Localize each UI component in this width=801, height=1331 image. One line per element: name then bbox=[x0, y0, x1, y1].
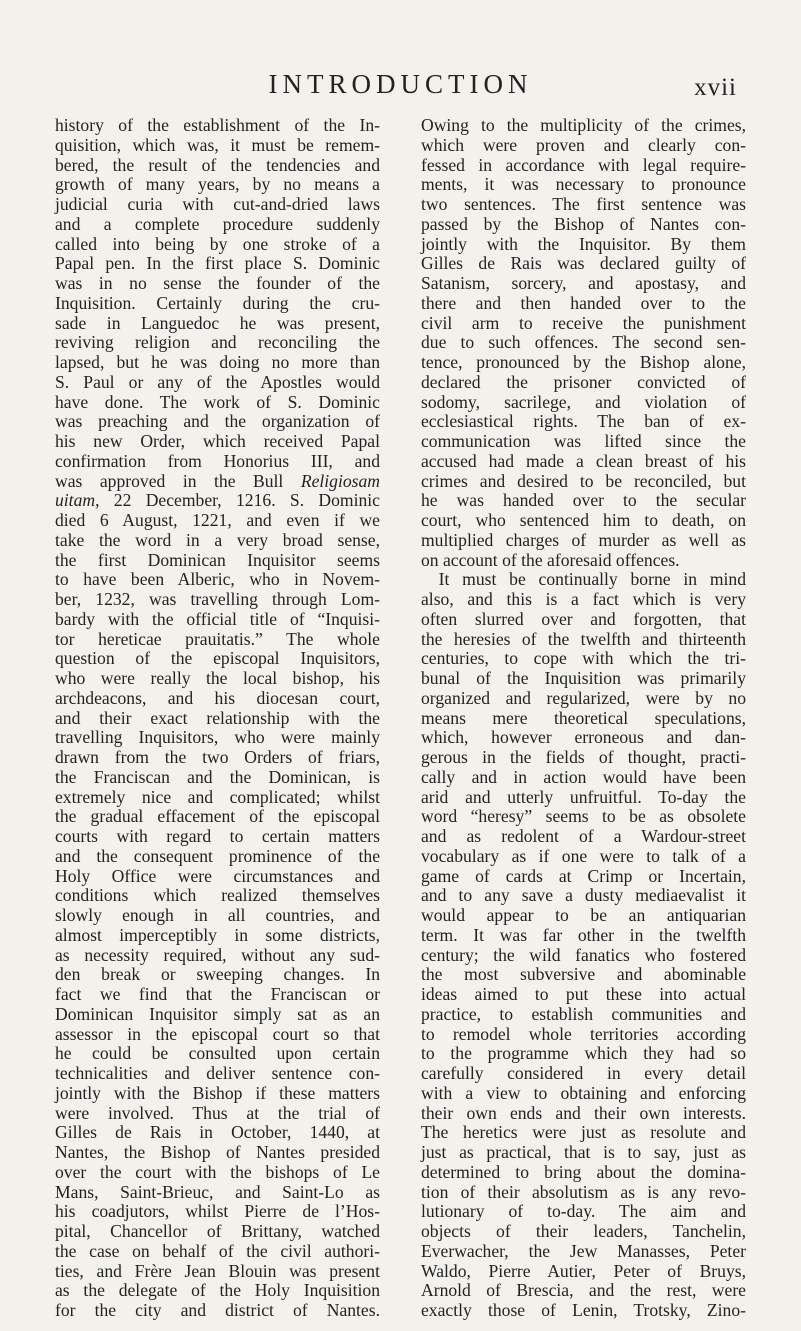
text-line: tion of their absolutism as is any revo- bbox=[421, 1181, 746, 1202]
text-line: Holy Office were circumstances and bbox=[55, 865, 380, 886]
text-line: Satanism, sorcery, and apostasy, and bbox=[421, 273, 746, 293]
text-line: the most subversive and abominable bbox=[421, 964, 746, 985]
text-line: exactly those of Lenin, Trotsky, Zino- bbox=[421, 1300, 746, 1320]
text-line: which, however erroneous and dan- bbox=[421, 727, 746, 748]
text-line: often slurred over and forgotten, that bbox=[421, 608, 746, 629]
text-line: archdeacons, and his diocesan court, bbox=[55, 687, 380, 708]
text-line: question of the episcopal Inquisitors, bbox=[55, 648, 380, 669]
text-line: The heretics were just as resolute and bbox=[421, 1122, 746, 1143]
left-text-column bbox=[55, 116, 380, 1321]
text-line: as the delegate of the Holy Inquisition bbox=[55, 1280, 380, 1301]
text-line: Gilles de Rais was declared guilty of bbox=[421, 253, 746, 274]
text-line: reviving religion and reconciling the bbox=[55, 332, 380, 353]
text-line: uitam, 22 December, 1216. S. Dominic bbox=[55, 490, 380, 511]
text-line: and to any save a dusty mediaevalist it bbox=[421, 885, 746, 906]
text-line: almost imperceptibly in some districts, bbox=[55, 924, 380, 945]
text-line: carefully considered in every detail bbox=[421, 1063, 746, 1083]
text-line: there and then handed over to the bbox=[421, 292, 746, 313]
text-line: Everwacher, the Jew Manasses, Peter bbox=[421, 1240, 746, 1261]
text-line: communication was lifted since the bbox=[421, 431, 746, 451]
text-line: word “heresy” seems to be as obsolete bbox=[421, 806, 746, 827]
text-line: bunal of the Inquisition was primarily bbox=[421, 668, 746, 688]
text-line: ments, it was necessary to pronounce bbox=[421, 174, 746, 195]
text-line: would appear to be an antiquarian bbox=[421, 905, 746, 925]
text-line: means mere theoretical speculations, bbox=[421, 707, 746, 728]
running-head: INTRODUCTION bbox=[268, 69, 533, 99]
text-line: term. It was far other in the twelfth bbox=[421, 924, 746, 945]
text-line: organized and regularized, were by no bbox=[421, 687, 746, 708]
text-line: Dominican Inquisitor simply sat as an bbox=[55, 1003, 380, 1024]
text-line: game of cards at Crimp or Incertain, bbox=[421, 865, 746, 886]
text-line: accused had made a clean breast of his bbox=[421, 450, 746, 471]
text-line: the gradual effacement of the episcopal bbox=[55, 806, 380, 827]
text-line: objects of their leaders, Tanchelin, bbox=[421, 1221, 746, 1241]
text-line: was approved in the Bull Religiosam bbox=[55, 470, 380, 491]
text-line: travelling Inquisitors, who were mainly bbox=[55, 727, 380, 748]
text-line: the heresies of the twelfth and thirteenth bbox=[421, 628, 746, 649]
text-line: extremely nice and complicated; whilst bbox=[55, 786, 380, 807]
text-line: Inquisition. Certainly during the cru- bbox=[55, 292, 380, 313]
text-line: with a view to obtaining and enforcing bbox=[421, 1082, 746, 1103]
text-line: civil arm to receive the punishment bbox=[421, 312, 746, 333]
text-line: for the city and district of Nantes. bbox=[55, 1300, 380, 1320]
text-line: bered, the result of the tendencies and bbox=[55, 154, 380, 175]
text-line: his new Order, which received Papal bbox=[55, 431, 380, 451]
text-line: and their exact relationship with the bbox=[55, 707, 380, 728]
text-line: S. Paul or any of the Apostles would bbox=[55, 371, 380, 392]
text-line: technicalities and deliver sentence con- bbox=[55, 1063, 380, 1083]
text-line: on account of the aforesaid offences. bbox=[421, 549, 680, 570]
text-line: their own ends and their own interests. bbox=[421, 1102, 746, 1123]
text-line: drawn from the two Orders of friars, bbox=[55, 747, 380, 767]
latin-title: uitam bbox=[55, 490, 96, 511]
text-line: to the programme which they had so bbox=[421, 1043, 746, 1064]
text-line: also, and this is a fact which is very bbox=[421, 589, 746, 609]
text-line: were involved. Thus at the trial of bbox=[55, 1102, 380, 1123]
text-line: lutionary of to-day. The aim and bbox=[421, 1201, 746, 1222]
text-line: died 6 August, 1221, and even if we bbox=[55, 510, 380, 530]
text-line: practice, to establish communities and bbox=[421, 1003, 746, 1024]
text-line: tence, pronounced by the Bishop alone, bbox=[421, 352, 746, 372]
text-line: Owing to the multiplicity of the crimes, bbox=[421, 115, 746, 135]
text-line: ties, and Frère Jean Blouin was present bbox=[55, 1260, 380, 1281]
text-line: growth of many years, by no means a bbox=[55, 174, 380, 195]
text-line: judicial curia with cut-and-dried laws bbox=[55, 194, 380, 214]
text-line: take the word in a very broad sense, bbox=[55, 529, 380, 550]
text-line: who were really the local bishop, his bbox=[55, 668, 380, 688]
text-line: just as practical, that is to say, just as bbox=[421, 1142, 746, 1162]
text-line: court, who sentenced him to death, on bbox=[421, 510, 746, 530]
text-line: due to such offences. The second sen- bbox=[421, 332, 746, 353]
text-line: lapsed, but he was doing no more than bbox=[55, 352, 380, 372]
text-line: the Franciscan and the Dominican, is bbox=[55, 766, 380, 787]
text-line: Waldo, Pierre Autier, Peter of Bruys, bbox=[421, 1260, 746, 1281]
text-line: ecclesiastical rights. The ban of ex- bbox=[421, 411, 746, 432]
text-line: he was handed over to the secular bbox=[421, 490, 746, 511]
text-line: centuries, to cope with which the tri- bbox=[421, 648, 746, 669]
text-line: pital, Chancellor of Brittany, watched bbox=[55, 1221, 380, 1241]
text-line: ideas aimed to put these into actual bbox=[421, 984, 746, 1004]
latin-title: Religiosam bbox=[300, 470, 380, 491]
text-line: fact we find that the Franciscan or bbox=[55, 984, 380, 1004]
text-line: jointly with the Inquisitor. By them bbox=[421, 233, 746, 254]
text-line: passed by the Bishop of Nantes con- bbox=[421, 213, 746, 234]
text-line: his coadjutors, whilst Pierre de l’Hos- bbox=[55, 1201, 380, 1222]
text-line: two sentences. The first sentence was bbox=[421, 194, 746, 214]
text-line: Gilles de Rais in October, 1440, at bbox=[55, 1122, 380, 1143]
text-line: he could be consulted upon certain bbox=[55, 1043, 380, 1064]
text-line: over the court with the bishops of Le bbox=[55, 1161, 380, 1182]
text-line: ber, 1232, was travelling through Lom- bbox=[55, 589, 380, 609]
text-line: cally and in action would have been bbox=[421, 766, 746, 787]
text-line: fessed in accordance with legal require- bbox=[421, 154, 746, 175]
text-line: It must be continually borne in mind bbox=[438, 569, 746, 590]
page-number: xvii bbox=[694, 74, 737, 101]
text-line: was in no sense the founder of the bbox=[55, 273, 380, 293]
text-line: courts with regard to certain matters bbox=[55, 826, 380, 846]
page-header bbox=[0, 68, 801, 108]
text-line: determined to bring about the domina- bbox=[421, 1161, 746, 1182]
text-line: den break or sweeping changes. In bbox=[55, 964, 380, 985]
text-line: Arnold of Brescia, and the rest, were bbox=[421, 1280, 746, 1301]
text-line: confirmation from Honorius III, and bbox=[55, 450, 380, 471]
text-line: assessor in the episcopal court so that bbox=[55, 1023, 380, 1044]
text-line: which were proven and clearly con- bbox=[421, 134, 746, 155]
text-line: slowly enough in all countries, and bbox=[55, 905, 380, 925]
text-line: quisition, which was, it must be remem- bbox=[55, 134, 380, 155]
text-line: Nantes, the Bishop of Nantes presided bbox=[55, 1142, 380, 1162]
text-line: sodomy, sacrilege, and violation of bbox=[421, 391, 746, 412]
text-line: history of the establishment of the In- bbox=[55, 115, 380, 135]
text-line: arid and utterly unfruitful. To-day the bbox=[421, 786, 746, 807]
text-line: sade in Languedoc he was present, bbox=[55, 312, 380, 333]
text-line: the first Dominican Inquisitor seems bbox=[55, 549, 380, 570]
text-line: jointly with the Bishop if these matters bbox=[55, 1082, 380, 1103]
text-line: as necessity required, without any sud- bbox=[55, 944, 380, 965]
text-line: and the consequent prominence of the bbox=[55, 845, 380, 866]
text-line: the case on behalf of the civil authori- bbox=[55, 1240, 380, 1261]
text-line: century; the wild fanatics who fostered bbox=[421, 944, 746, 965]
text-line: have done. The work of S. Dominic bbox=[55, 391, 380, 412]
text-line: bardy with the official title of “Inquisi- bbox=[55, 608, 380, 629]
text-line: and as redolent of a Wardour-street bbox=[421, 826, 746, 846]
text-line: vocabulary as if one were to talk of a bbox=[421, 845, 746, 866]
text-line: crimes and desired to be reconciled, but bbox=[421, 470, 746, 491]
text-line: Papal pen. In the first place S. Dominic bbox=[55, 253, 380, 274]
right-text-column bbox=[421, 116, 746, 1321]
text-line: was preaching and the organization of bbox=[55, 411, 380, 432]
text-line: gerous in the fields of thought, practi- bbox=[421, 747, 746, 767]
text-line: and a complete procedure suddenly bbox=[55, 213, 380, 234]
text-line: to have been Alberic, who in Novem- bbox=[55, 569, 380, 590]
text-line: Mans, Saint-Brieuc, and Saint-Lo as bbox=[55, 1181, 380, 1202]
text-line: multiplied charges of murder as well as bbox=[421, 529, 746, 550]
text-line: conditions which realized themselves bbox=[55, 885, 380, 906]
text-line: declared the prisoner convicted of bbox=[421, 371, 746, 392]
text-line: tor hereticae prauitatis.” The whole bbox=[55, 628, 380, 649]
text-line: called into being by one stroke of a bbox=[55, 233, 380, 254]
text-line: to remodel whole territories according bbox=[421, 1023, 746, 1044]
